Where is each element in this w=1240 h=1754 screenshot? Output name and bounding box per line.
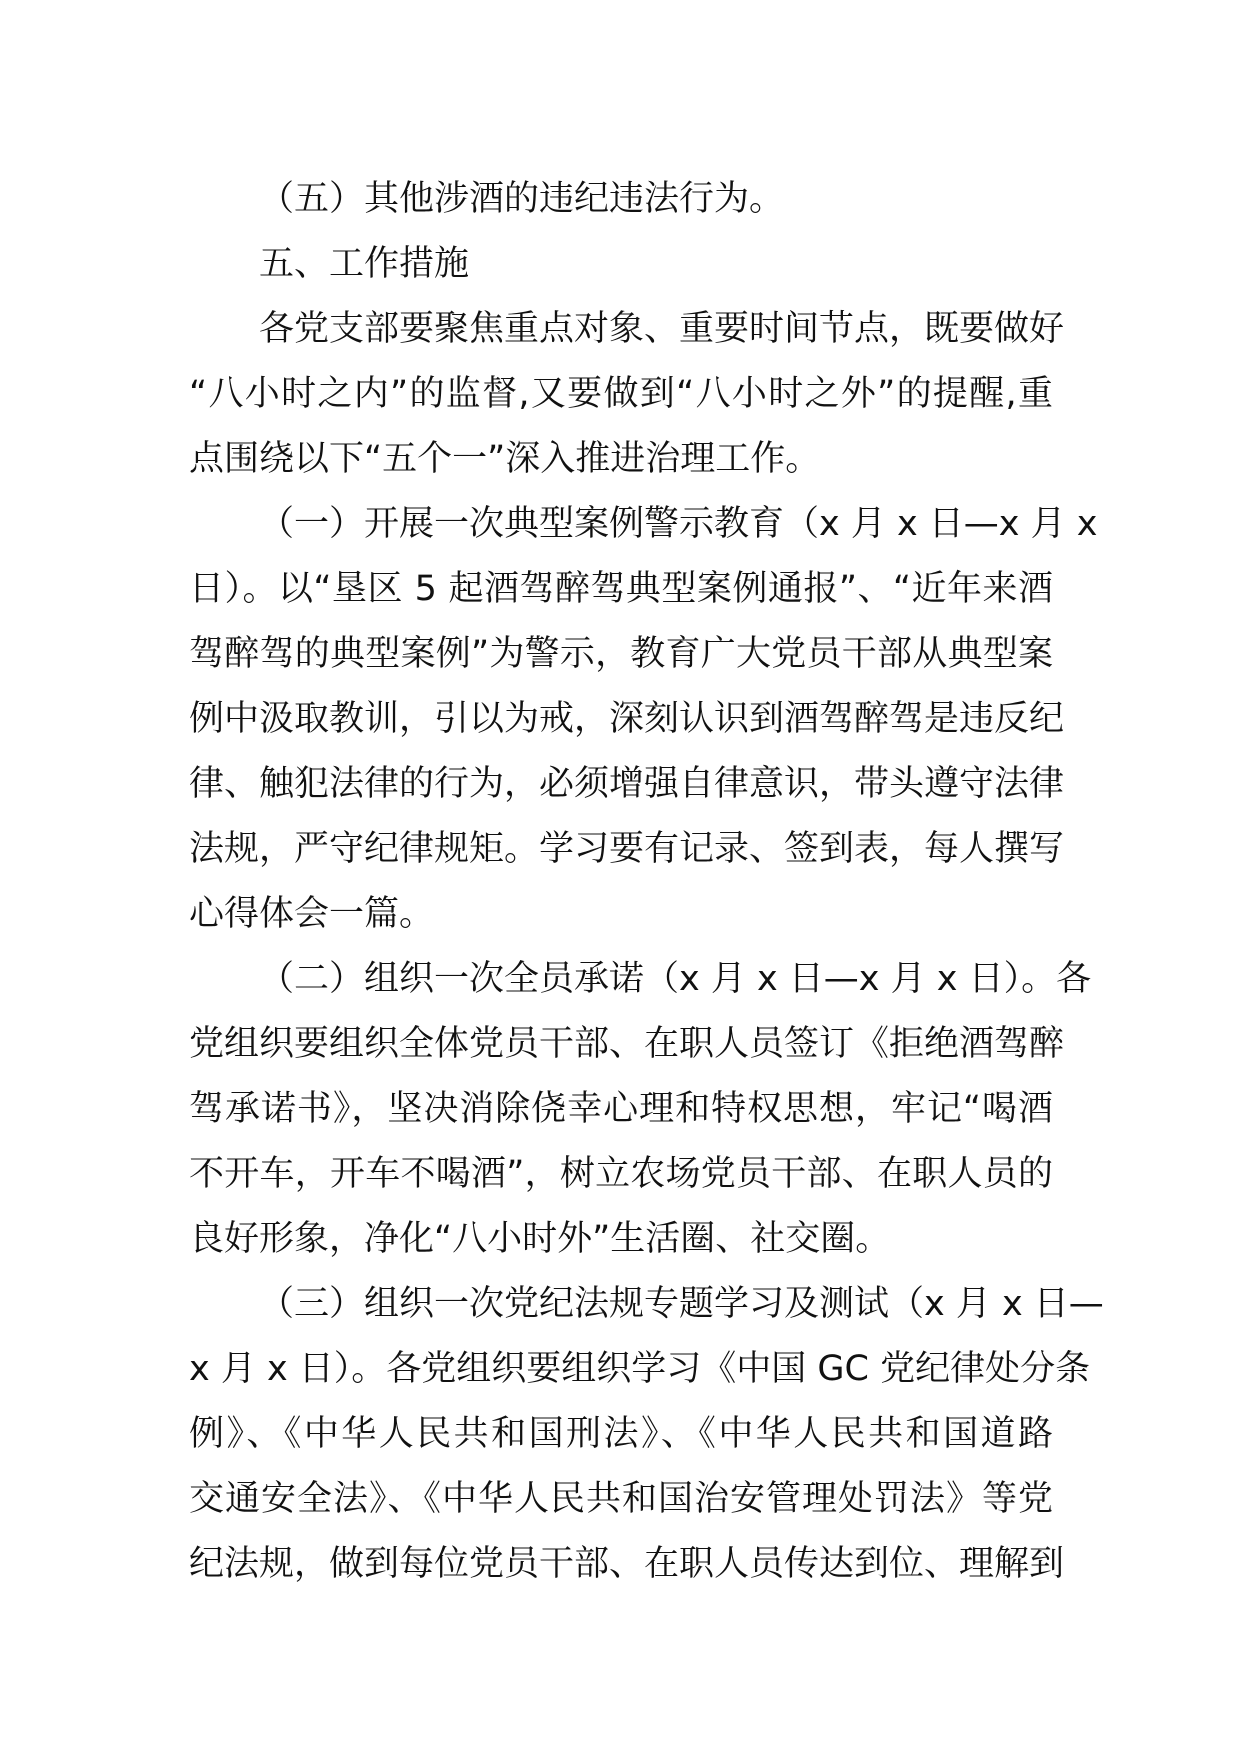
paragraph-line: 交通安全法》、《中华人民共和国治安管理处罚法》等党 bbox=[189, 1479, 1053, 1519]
paragraph-line: 不开车，开车不喝酒”，树立农场党员干部、在职人员的 bbox=[189, 1154, 1053, 1194]
paragraph-line: “八小时之内”的监督,又要做到“八小时之外”的提醒,重 bbox=[189, 374, 1053, 414]
paragraph-line: 纪法规，做到每位党员干部、在职人员传达到位、理解到 bbox=[189, 1544, 1065, 1584]
paragraph-line: 例》、《中华人民共和国刑法》、《中华人民共和国道路 bbox=[189, 1414, 1053, 1454]
paragraph-line: 良好形象，净化“八小时外”生活圈、社交圈。 bbox=[189, 1219, 891, 1259]
paragraph-line: （一）开展一次典型案例警示教育（x 月 x 日—x 月 x bbox=[259, 504, 1098, 544]
paragraph-line: 点围绕以下“五个一”深入推进治理工作。 bbox=[189, 439, 821, 479]
document-body bbox=[189, 167, 1104, 1597]
paragraph-line: x 月 x 日）。各党组织要组织学习《中国 GC 党纪律处分条 bbox=[189, 1349, 1091, 1389]
paragraph-line: 党组织要组织全体党员干部、在职人员签订《拒绝酒驾醉 bbox=[189, 1024, 1065, 1064]
paragraph-line: （二）组织一次全员承诺（x 月 x 日—x 月 x 日）。各 bbox=[259, 959, 1092, 999]
paragraph-line: 驾承诺书》，坚决消除侥幸心理和特权思想，牢记“喝酒 bbox=[189, 1089, 1053, 1129]
paragraph-line: 各党支部要聚焦重点对象、重要时间节点，既要做好 bbox=[259, 309, 1065, 349]
paragraph-line: 法规，严守纪律规矩。学习要有记录、签到表，每人撰写 bbox=[189, 829, 1065, 869]
paragraph-line: 日）。以“垦区 5 起酒驾醉驾典型案例通报”、“近年来酒 bbox=[189, 569, 1053, 609]
paragraph-line: （三）组织一次党纪法规专题学习及测试（x 月 x 日— bbox=[259, 1284, 1104, 1324]
paragraph-line: 心得体会一篇。 bbox=[189, 894, 435, 934]
section-heading: 五、工作措施 bbox=[259, 244, 470, 284]
paragraph-line: 律、触犯法律的行为，必须增强自律意识，带头遵守法律 bbox=[189, 764, 1065, 804]
paragraph-line: 例中汲取教训，引以为戒，深刻认识到酒驾醉驾是违反纪 bbox=[189, 699, 1065, 739]
paragraph-item-5-line: （五）其他涉酒的违纪违法行为。 bbox=[259, 179, 785, 219]
paragraph-line: 驾醉驾的典型案例”为警示，教育广大党员干部从典型案 bbox=[189, 634, 1053, 674]
